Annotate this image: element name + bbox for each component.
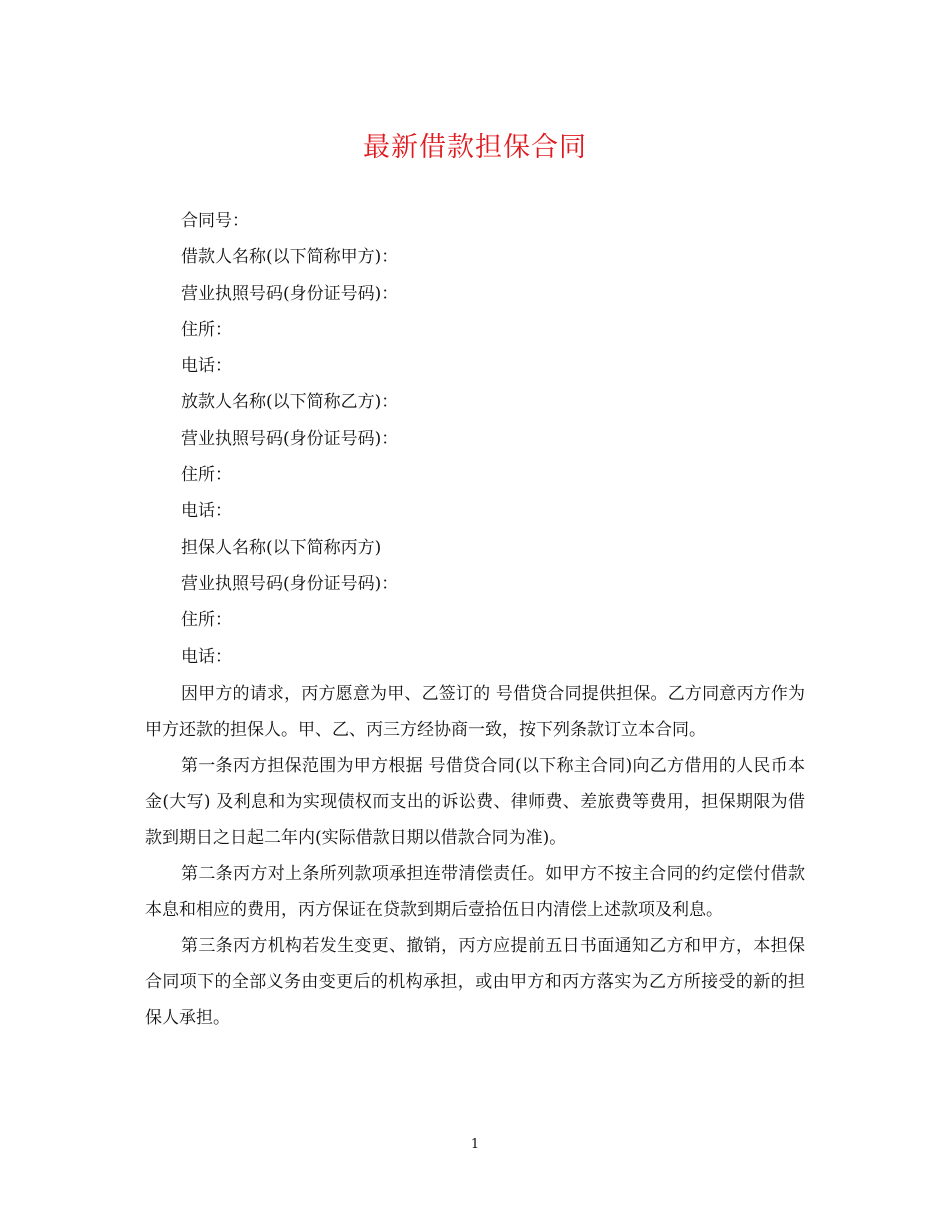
field-lender-license: 营业执照号码(身份证号码)：: [181, 428, 399, 449]
field-guarantor-name: 担保人名称(以下简称丙方): [181, 537, 382, 558]
document-title: 最新借款担保合同: [363, 132, 587, 163]
field-guarantor-address: 住所：: [181, 610, 232, 631]
paragraph-article-1: 第一条丙方担保范围为甲方根据 号借贷合同(以下称主合同)向乙方借用的人民币本金(大写) 及利息和为实现债权而支出的诉讼费、律师费、差旅费等费用，担保期限为借款到期日之日起二年内(实际借款日期以借款合同为准)。: [145, 756, 805, 848]
field-lender-name: 放款人名称(以下简称乙方)：: [181, 392, 399, 413]
field-lender-phone: 电话：: [181, 501, 232, 522]
field-borrower-address: 住所：: [181, 319, 232, 340]
paragraph-article-2: 第二条丙方对上条所列款项承担连带清偿责任。如甲方不按主合同的约定偿付借款本息和相应的费用，丙方保证在贷款到期后壹拾伍日内清偿上述款项及利息。: [145, 864, 805, 920]
field-guarantor-license: 营业执照号码(身份证号码)：: [181, 573, 399, 594]
paragraph-article-3: 第三条丙方机构若发生变更、撤销，丙方应提前五日书面通知乙方和甲方，本担保合同项下的全部义务由变更后的机构承担，或由甲方和丙方落实为乙方所接受的新的担保人承担。: [145, 936, 805, 1028]
paragraph-preamble: 因甲方的请求，丙方愿意为甲、乙签订的 号借贷合同提供担保。乙方同意丙方作为甲方还款的担保人。甲、乙、丙三方经协商一致，按下列条款订立本合同。: [145, 684, 805, 740]
field-contract-number: 合同号：: [181, 211, 249, 231]
page-number: 1: [470, 1137, 480, 1152]
field-borrower-phone: 电话：: [181, 356, 232, 377]
contract-body: [145, 676, 805, 1036]
field-lender-address: 住所：: [181, 465, 232, 486]
party-info-fields: [181, 203, 821, 675]
field-borrower-license: 营业执照号码(身份证号码)：: [181, 283, 399, 304]
field-guarantor-phone: 电话：: [181, 646, 232, 667]
field-borrower-name: 借款人名称(以下简称甲方)：: [181, 247, 399, 268]
